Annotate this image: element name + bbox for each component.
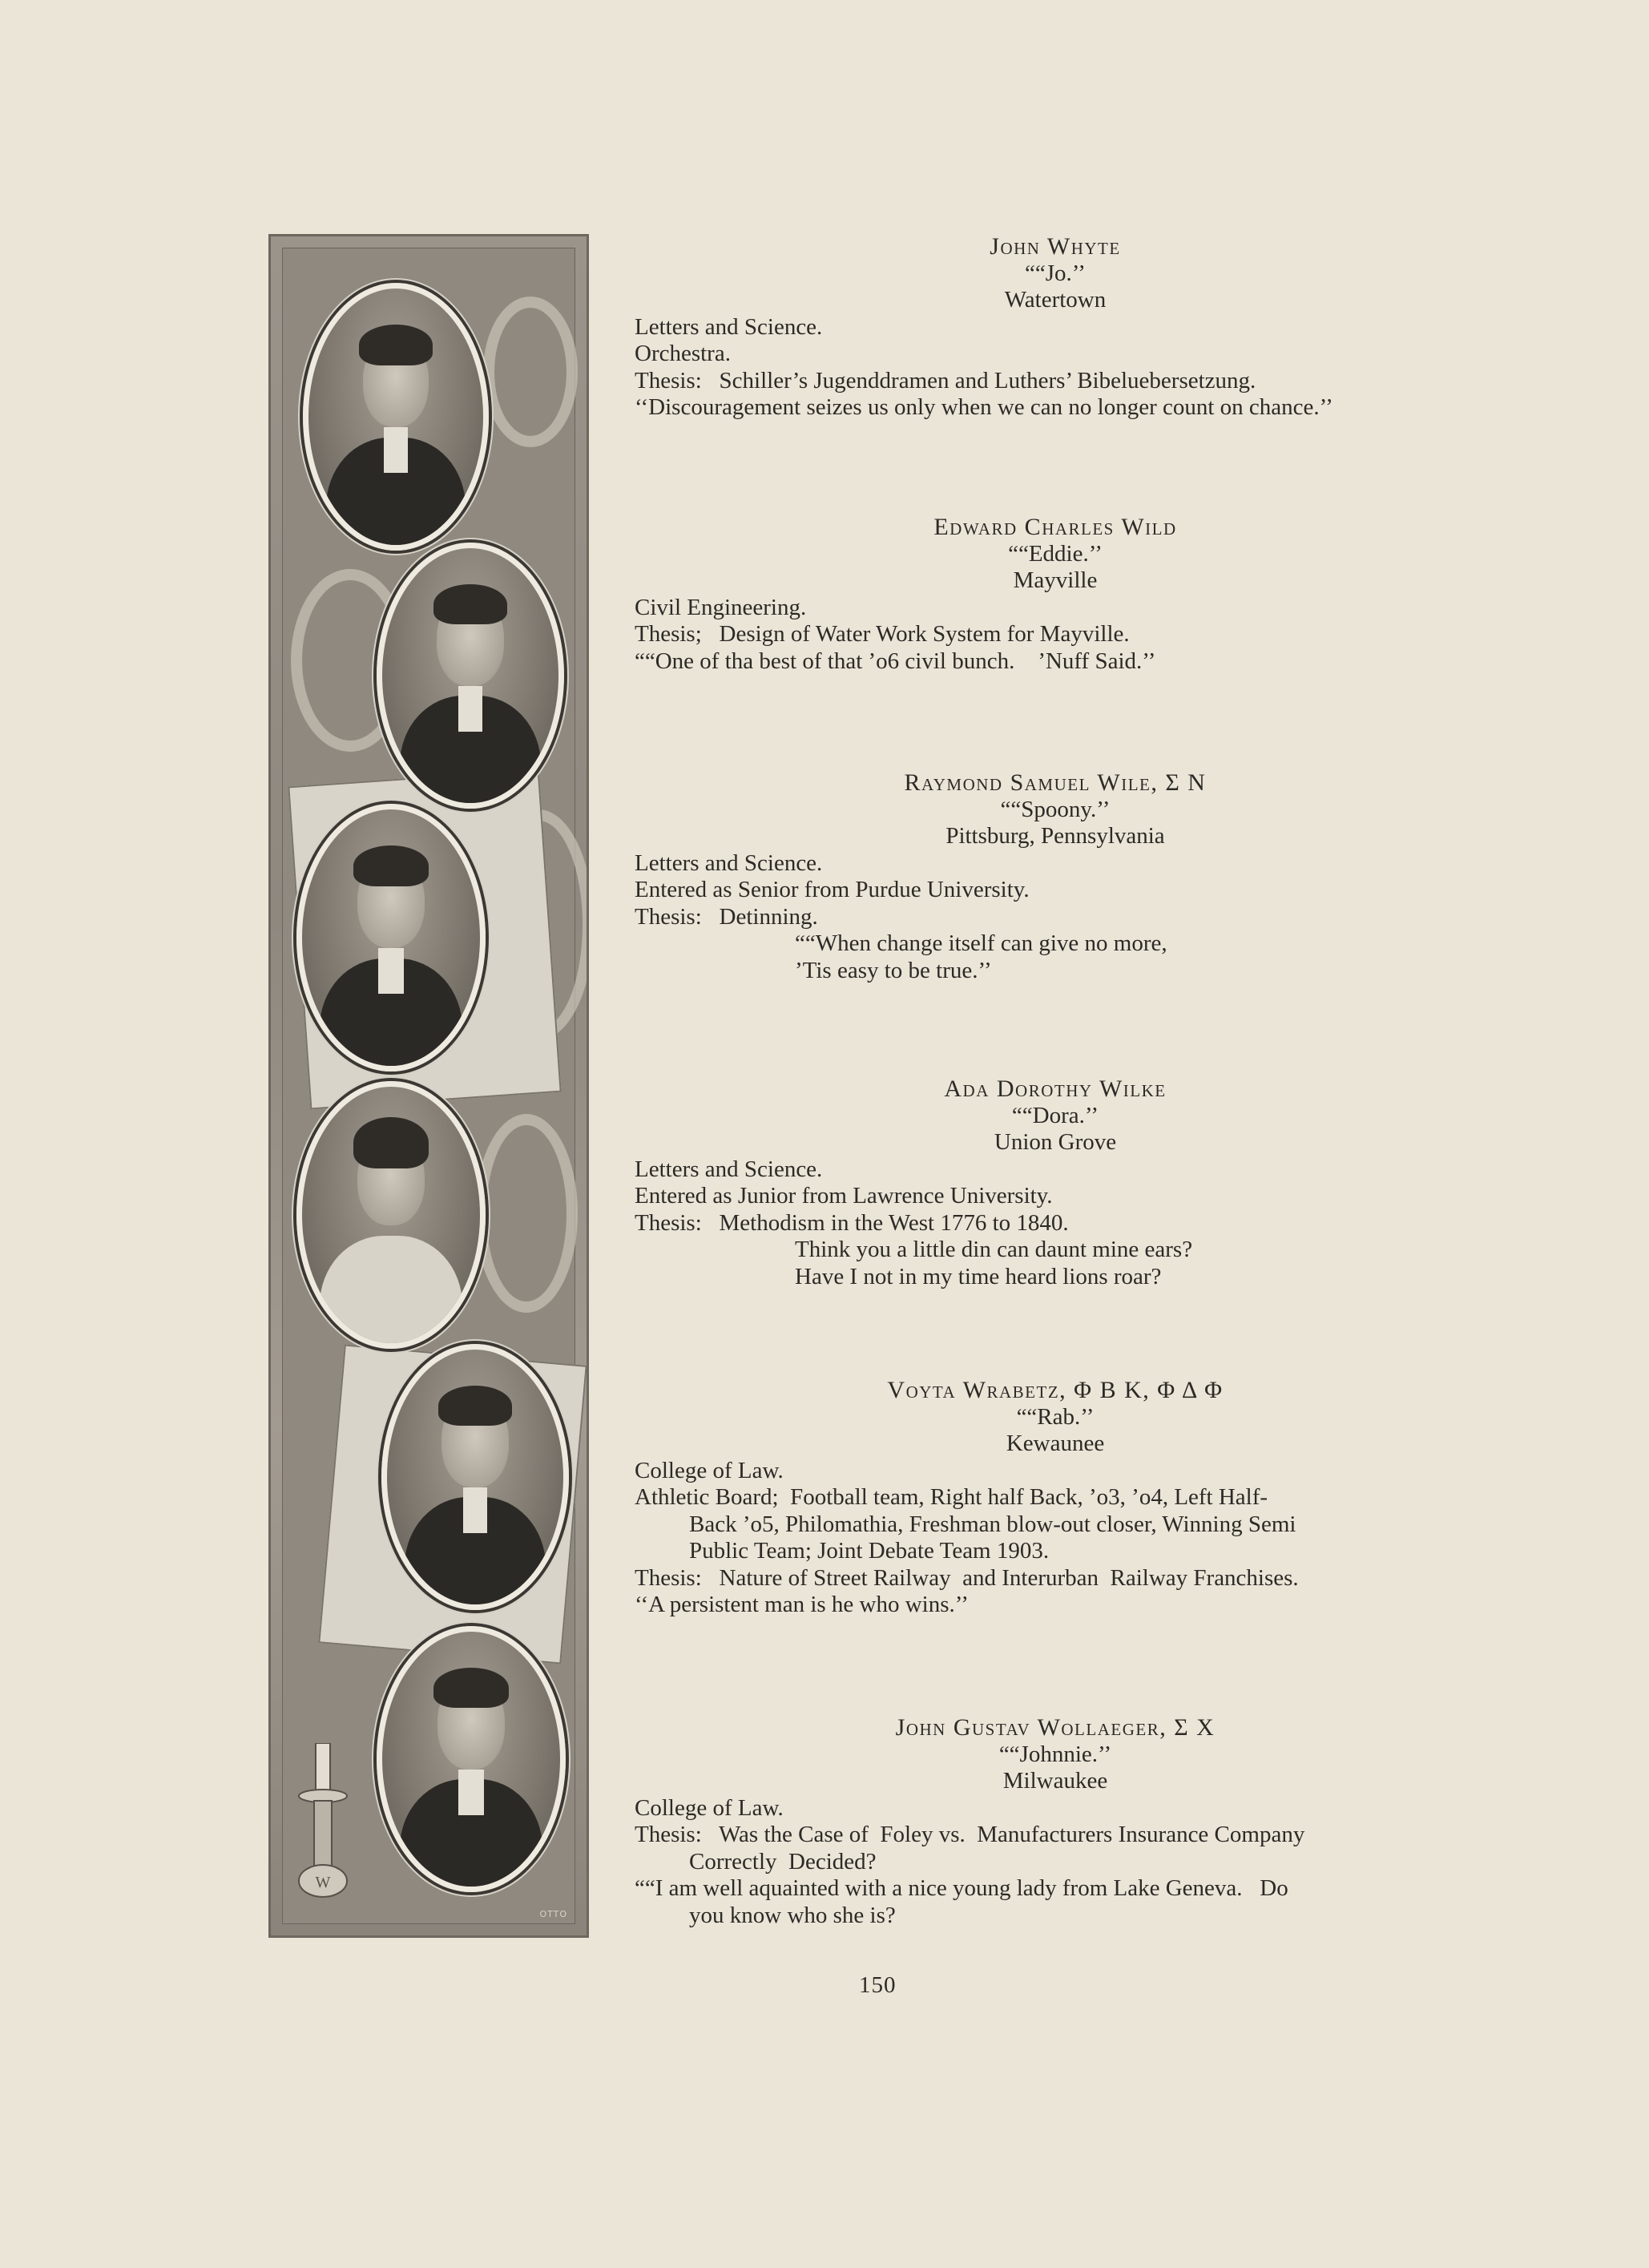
entry-ada-dorothy-wilke [635, 1075, 1476, 1290]
student-nickname: ““Dora.’’ [1011, 1102, 1099, 1128]
portrait-edward-charles-wild [377, 543, 564, 809]
student-name: John Gustav Wollaeger, Σ X [895, 1714, 1216, 1741]
student-nickname: ““Spoony.’’ [1000, 796, 1111, 822]
student-hometown: Milwaukee [1002, 1768, 1108, 1794]
page-number: 150 [859, 1972, 897, 1998]
entry-quote: ’Tis easy to be true.’’ [795, 957, 992, 983]
student-hometown: Union Grove [994, 1129, 1117, 1155]
decorative-swirl [483, 297, 578, 447]
entry-line: College of Law. [635, 1794, 784, 1821]
student-hometown: Pittsburg, Pennsylvania [945, 823, 1165, 849]
svg-text:W: W [315, 1874, 331, 1891]
entry-line: Thesis; Design of Water Work System for Mayville. [635, 621, 1130, 647]
student-hometown: Kewaunee [1006, 1431, 1105, 1456]
student-name: Voyta Wrabetz, Φ B K, Φ Δ Φ [887, 1377, 1224, 1403]
entry-raymond-samuel-wile [635, 769, 1476, 984]
entry-quote: you know who she is? [689, 1902, 896, 1928]
entry-line: Civil Engineering. [635, 594, 807, 620]
engraver-mark: OTTO [539, 1909, 567, 1919]
decorative-swirl [475, 1114, 578, 1313]
student-name: John Whyte [990, 233, 1121, 260]
entry-line: Correctly Decided? [689, 1848, 877, 1875]
student-name: Raymond Samuel Wile, Σ N [904, 769, 1207, 796]
entry-line: Thesis: Nature of Street Railway and Interurban Railway Franchises. [635, 1564, 1299, 1591]
entry-quote: Have I not in my time heard lions roar? [795, 1263, 1162, 1289]
student-nickname: ““Johnnie.’’ [998, 1741, 1112, 1767]
student-hometown: Mayville [1013, 567, 1098, 593]
entry-line: Entered as Junior from Lawrence University. [635, 1183, 1053, 1209]
entry-line: Letters and Science. [635, 313, 823, 340]
entry-quote: ““When change itself can give no more, [795, 930, 1167, 956]
entry-quote: ‘‘Discouragement seizes us only when we can no longer count on chance.’’ [635, 394, 1333, 420]
portrait-ada-dorothy-wilke [296, 1081, 486, 1349]
entry-john-whyte [635, 233, 1476, 422]
candlestick-illustration [295, 1743, 351, 1911]
entry-voyta-wrabetz [635, 1377, 1476, 1619]
entry-quote: ““I am well aquainted with a nice young lady from Lake Geneva. Do [635, 1875, 1288, 1901]
entry-edward-charles-wild [635, 514, 1476, 675]
entry-quote: Think you a little din can daunt mine ears? [795, 1237, 1193, 1262]
entry-line: Entered as Senior from Purdue University. [635, 877, 1030, 902]
student-nickname: ““Eddie.’’ [1008, 540, 1103, 567]
portrait-john-gustav-wollaeger [377, 1626, 566, 1892]
entry-line: College of Law. [635, 1457, 784, 1483]
entry-line: Thesis: Was the Case of Foley vs. Manufacturers Insurance Company [635, 1822, 1305, 1847]
entry-line: Public Team; Joint Debate Team 1903. [689, 1538, 1050, 1564]
student-name: Ada Dorothy Wilke [944, 1075, 1167, 1102]
portrait-raymond-samuel-wile [296, 804, 486, 1071]
student-nickname: ““Jo.’’ [1025, 260, 1086, 286]
entry-quote: ‘‘A persistent man is he who wins.’’ [635, 1592, 969, 1617]
entry-john-gustav-wollaeger [635, 1714, 1476, 1929]
student-name: Edward Charles Wild [933, 514, 1177, 540]
entry-line: Athletic Board; Football team, Right half Back, ’o3, ’o4, Left Half- [635, 1484, 1268, 1510]
entry-line: Thesis: Methodism in the West 1776 to 1840. [635, 1209, 1069, 1236]
student-nickname: ““Rab.’’ [1016, 1403, 1095, 1430]
entry-line: Thesis: Schiller’s Jugenddramen and Luthers’ Bibeluebersetzung. [635, 367, 1256, 393]
entry-quote: ““One of tha best of that ’o6 civil bunch. ’Nuff Said.’’ [635, 648, 1156, 674]
portrait-john-whyte [303, 283, 489, 551]
entry-line: Letters and Science. [635, 849, 823, 876]
entry-line: Thesis: Detinning. [635, 903, 818, 930]
portrait-voyta-wrabetz [381, 1344, 569, 1610]
entry-line: Orchestra. [635, 341, 731, 366]
entry-line: Back ’o5, Philomathia, Freshman blow-out closer, Winning Semi [689, 1511, 1296, 1537]
entry-line: Letters and Science. [635, 1156, 823, 1182]
portrait-strip [268, 234, 589, 1938]
student-hometown: Watertown [1004, 287, 1107, 313]
